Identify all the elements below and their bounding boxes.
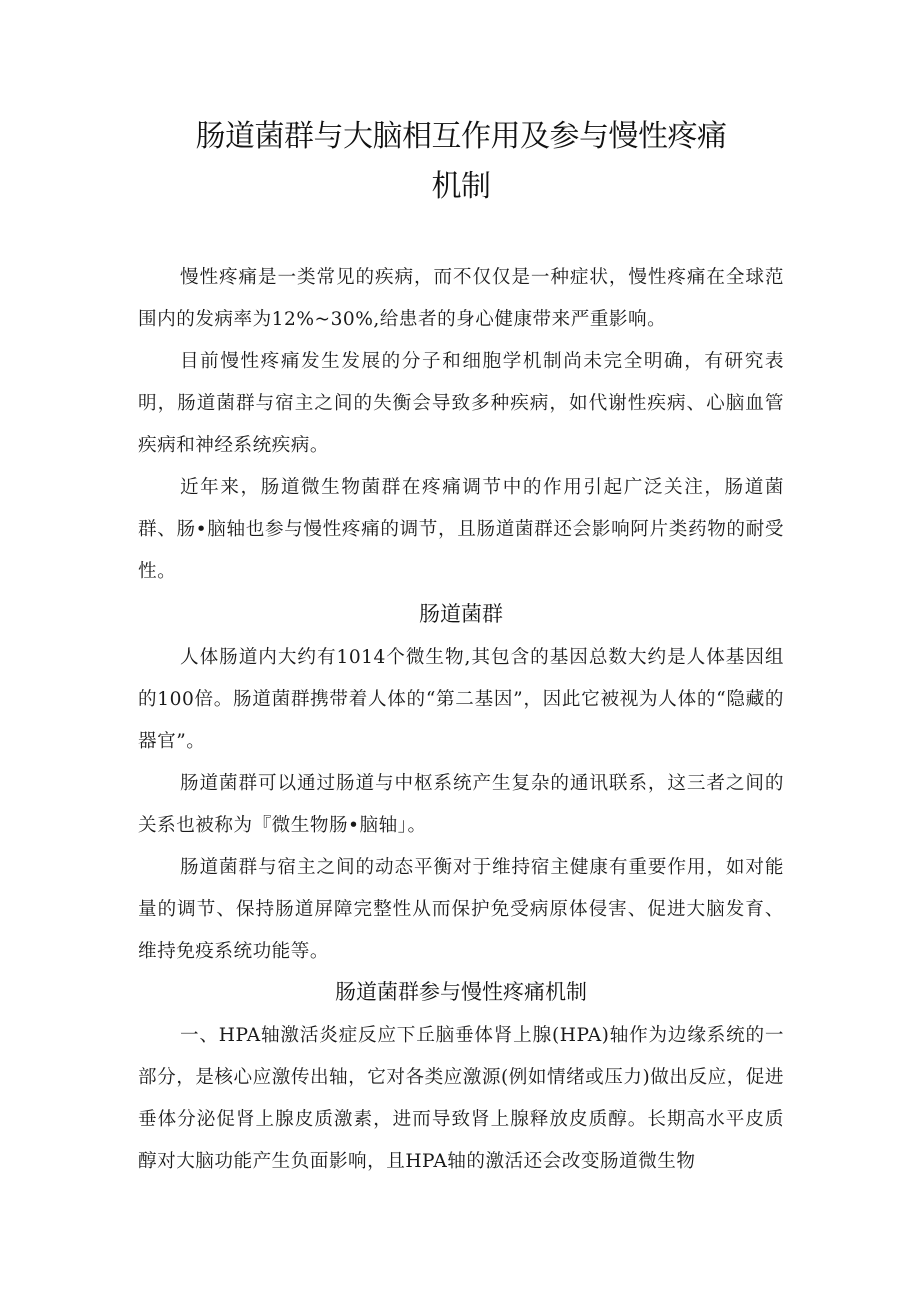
- intro-paragraph-1: 慢性疼痛是一类常见的疾病，而不仅仅是一种症状，慢性疼痛在全球范围内的发病率为12%~30%,给患者的身心健康带来严重影响。: [138, 267, 784, 330]
- section-heading-pain-mechanism: 肠道菌群参与慢性疼痛机制: [335, 980, 587, 1004]
- section1-paragraph-1: 人体肠道内大约有1014个微生物,其包含的基因总数大约是人体基因组的100倍。肠道菌群携带着人体的“第二基因”，因此它被视为人体的“隐藏的器官”。: [138, 647, 784, 752]
- document-title: [138, 112, 784, 212]
- intro-paragraph-3: 近年来，肠道微生物菌群在疼痛调节中的作用引起广泛关注，肠道菌群、肠•脑轴也参与慢性疼痛的调节，且肠道菌群还会影响阿片类药物的耐受性。: [138, 477, 784, 582]
- intro-paragraph-2: 目前慢性疼痛发生发展的分子和细胞学机制尚未完全明确，有研究表明，肠道菌群与宿主之间的失衡会导致多种疾病，如代谢性疾病、心脑血管疾病和神经系统疾病。: [138, 351, 784, 456]
- title-line-2: 机制: [431, 169, 491, 204]
- title-line-1: 肠道菌群与大脑相互作用及参与慢性疼痛: [195, 119, 727, 154]
- section1-paragraph-2: 肠道菌群可以通过肠道与中枢系统产生复杂的通讯联系，这三者之间的关系也被称为『微生物肠•脑轴」。: [138, 773, 784, 836]
- section2-paragraph-1: 一、HPA轴激活炎症反应下丘脑垂体肾上腺(HPA)轴作为边缘系统的一部分，是核心应激传出轴，它对各类应激源(例如情绪或压力)做出反应，促进垂体分泌促肾上腺皮质激素，进而导致肾上腺释放皮质醇。长期高水平皮质醇对大脑功能产生负面影响，且HPA轴的激活还会改变肠道微生物: [138, 1025, 784, 1172]
- section1-paragraph-3: 肠道菌群与宿主之间的动态平衡对于维持宿主健康有重要作用，如对能量的调节、保持肠道屏障完整性从而保护免受病原体侵害、促进大脑发育、维持免疫系统功能等。: [138, 857, 784, 962]
- section-heading-gut-microbiota: 肠道菌群: [419, 602, 503, 626]
